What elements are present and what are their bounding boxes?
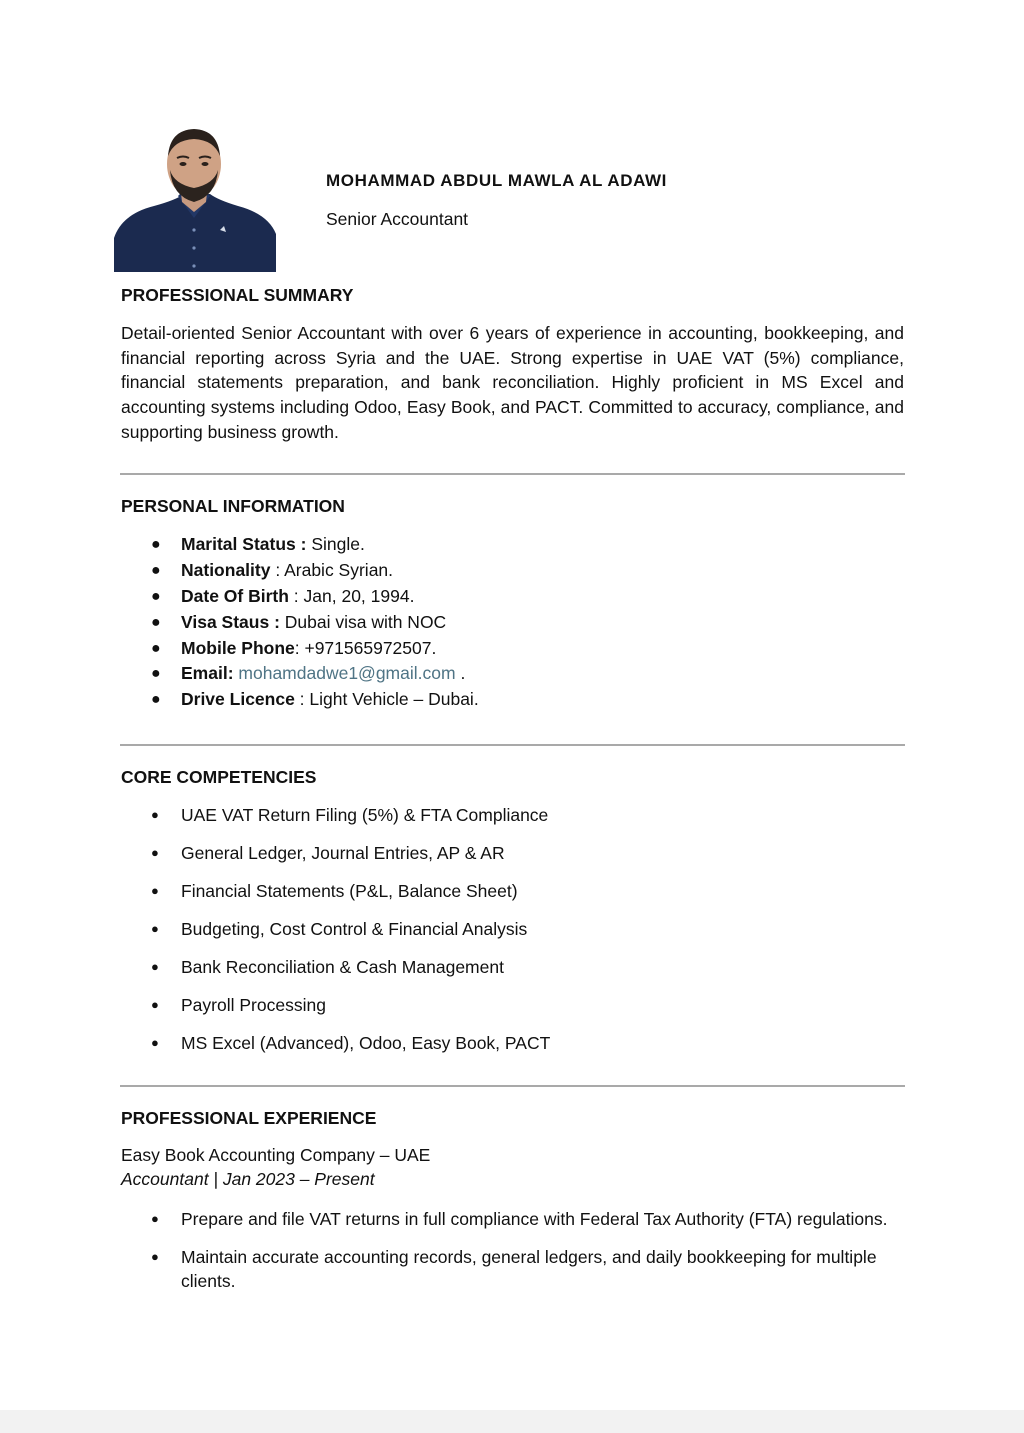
personal-info-item — [150, 661, 890, 687]
section-divider — [120, 1085, 905, 1087]
experience-heading: PROFESSIONAL EXPERIENCE — [121, 1108, 377, 1128]
bullet-icon: ● — [151, 959, 159, 974]
competency-text: Budgeting, Cost Control & Financial Analysis — [181, 919, 528, 939]
bullet-icon: ● — [151, 921, 159, 936]
role-and-dates: Accountant | Jan 2023 – Present — [121, 1169, 375, 1189]
personal-info-item — [150, 610, 890, 636]
competency-text: MS Excel (Advanced), Odoo, Easy Book, PACT — [181, 1033, 551, 1053]
bullet-icon: ● — [151, 587, 161, 605]
personal-info-item — [150, 636, 890, 662]
competency-item — [150, 1031, 890, 1069]
competencies-list — [150, 803, 890, 1069]
duty-text: Prepare and file VAT returns in full compliance with Federal Tax Authority (FTA) regulations. — [181, 1209, 888, 1229]
candidate-name: MOHAMMAD ABDUL MAWLA AL ADAWI — [326, 171, 667, 190]
personal-info-item — [150, 584, 890, 610]
bullet-icon: ● — [151, 1211, 159, 1226]
bullet-icon: ● — [151, 845, 159, 860]
competency-text: Financial Statements (P&L, Balance Sheet) — [181, 881, 518, 901]
email-label: Email: — [181, 663, 234, 684]
bullet-icon: ● — [151, 639, 161, 657]
summary-heading: PROFESSIONAL SUMMARY — [121, 285, 354, 305]
mobile-phone-value: : +971565972507. — [294, 637, 437, 658]
bullet-icon: ● — [151, 536, 161, 553]
duty-text: Maintain accurate accounting records, general ledgers, and daily bookkeeping for multiple clients. — [181, 1246, 877, 1291]
competency-text: Bank Reconciliation & Cash Management — [181, 957, 504, 977]
competency-item — [150, 803, 890, 841]
profile-photo — [114, 126, 276, 272]
bullet-icon: ● — [151, 807, 159, 822]
drive-licence-value: : Light Vehicle – Dubai. — [294, 689, 479, 710]
personal-info-heading: PERSONAL INFORMATION — [121, 496, 345, 516]
date-of-birth-label: Date Of Birth — [181, 585, 289, 606]
marital-status-label: Marital Status : — [181, 534, 307, 554]
competency-item — [150, 917, 890, 955]
bullet-icon: ● — [151, 613, 161, 631]
personal-info-item — [150, 532, 890, 558]
summary-text: Detail-oriented Senior Accountant with over 6 years of experience in accounting, bookkeeping, and financial reporting across Syria and the UAE. Strong expertise in UAE VAT (5%) compliance, financial statements preparation, and bank reconciliation. Highly proficient in MS Excel and accounting systems including Odoo, Easy Book, and PACT. Committed to accuracy, compliance, and supporting business growth. — [121, 323, 904, 442]
visa-status-value: Dubai visa with NOC — [279, 611, 447, 632]
competency-text: UAE VAT Return Filing (5%) & FTA Compliance — [181, 805, 549, 825]
date-of-birth-value: : Jan, 20, 1994. — [288, 585, 415, 606]
nationality-value: : Arabic Syrian. — [270, 559, 394, 580]
personal-info-item — [150, 687, 890, 713]
email-suffix: . — [455, 663, 466, 684]
bullet-icon: ● — [151, 561, 161, 579]
section-divider — [120, 744, 905, 746]
competency-item — [150, 879, 890, 917]
bullet-icon: ● — [151, 997, 159, 1012]
duty-item — [150, 1245, 890, 1294]
page-bottom-edge — [0, 1410, 1024, 1433]
section-divider — [120, 473, 905, 475]
marital-status-value: Single. — [306, 534, 365, 554]
competency-item — [150, 841, 890, 879]
experience-duties-list — [150, 1207, 890, 1307]
bullet-icon: ● — [151, 665, 161, 683]
visa-status-label: Visa Staus : — [181, 611, 280, 632]
competency-text: Payroll Processing — [181, 995, 326, 1015]
bullet-icon: ● — [151, 1035, 159, 1050]
mobile-phone-label: Mobile Phone — [181, 637, 295, 658]
company-name: Easy Book Accounting Company – UAE — [121, 1145, 431, 1165]
nationality-label: Nationality — [181, 559, 271, 580]
candidate-title: Senior Accountant — [326, 209, 469, 229]
competency-item — [150, 955, 890, 993]
personal-info-list — [150, 532, 890, 713]
profile-photo-illustration — [114, 126, 276, 272]
personal-info-item — [150, 558, 890, 584]
competency-item — [150, 993, 890, 1031]
competency-text: General Ledger, Journal Entries, AP & AR — [181, 843, 505, 863]
bullet-icon: ● — [151, 883, 159, 898]
email-link[interactable]: mohamdadwe1@gmail.com — [238, 663, 456, 684]
competencies-heading: CORE COMPETENCIES — [121, 767, 317, 787]
bullet-icon: ● — [151, 691, 161, 709]
bullet-icon: ● — [151, 1248, 159, 1264]
drive-licence-label: Drive Licence — [181, 689, 295, 710]
duty-item — [150, 1207, 890, 1232]
